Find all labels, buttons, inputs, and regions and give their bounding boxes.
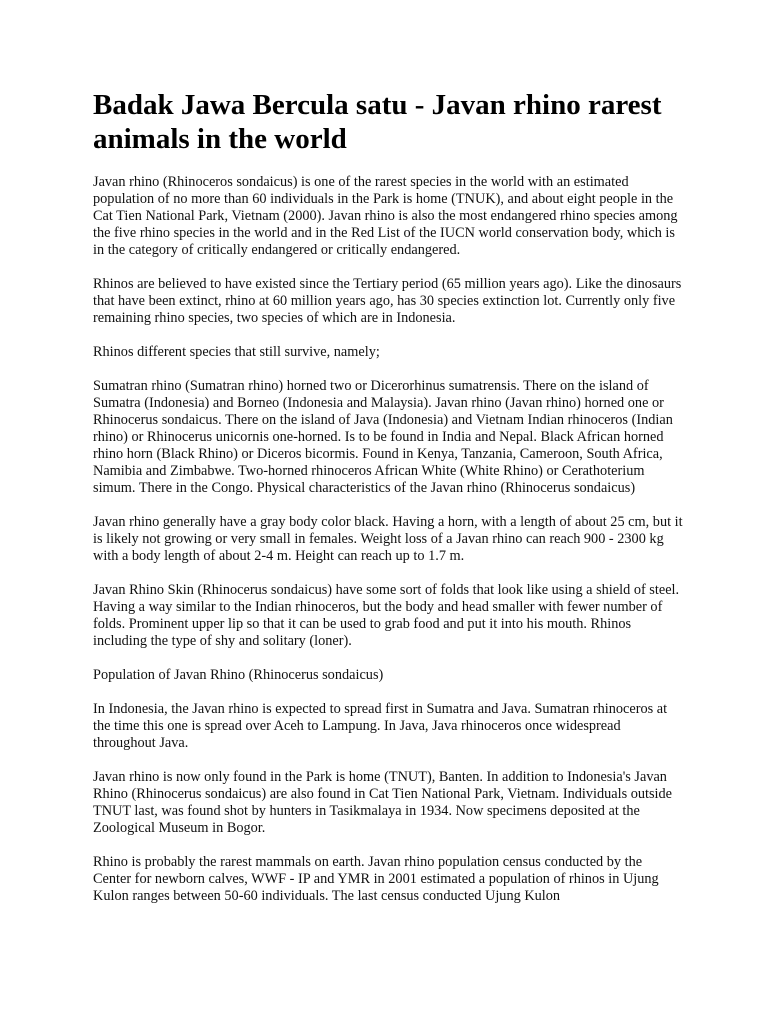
paragraph-history: Rhinos are believed to have existed since the Tertiary period (65 million years ago). Like the dinosaurs that have been extinct, rhino at 60 million years ago, has 30 species extinction lot. Currently only five remaining rhino species, two species of which are in Indonesia. (93, 276, 682, 326)
paragraph-census: Rhino is probably the rarest mammals on earth. Javan rhino population census conducted by the Center for newborn calves, WWF - IP and YMR in 2001 estimated a population of rhinos in Ujung Kulon ranges between 50-60 individuals. The last census conducted Ujung Kulon (93, 854, 659, 904)
paragraph-distribution: In Indonesia, the Javan rhino is expected to spread first in Sumatra and Java. Sumatran rhinoceros at the time this one is spread over Aceh to Lampung. In Java, Java rhinoceros once widespread throughout Java. (93, 701, 668, 751)
paragraph-species-list: Sumatran rhino (Sumatran rhino) horned two or Dicerorhinus sumatrensis. There on the island of Sumatra (Indonesia) and Borneo (Indonesia and Malaysia). Javan rhino (Javan rhino) horned one or Rhinocerus sondaicus. There on the island of Java (Indonesia) and Vietnam Indian rhinoceros (Indian rhino) or Rhinocerus unicornis one-horned. Is to be found in India and Nepal. Black African horned rhino horn (Black Rhino) or Diceros bicormis. Found in Kenya, Tanzania, Cameroon, South Africa, Namibia and Zimbabwe. Two-horned rhinoceros African White (White Rhino) or Cerathoterium simum. There in the Congo. Physical characteristics of the Javan rhino (Rhinocerus sondaicus) (93, 378, 673, 496)
paragraph-skin: Javan Rhino Skin (Rhinocerus sondaicus) have some sort of folds that look like using a shield of steel. Having a way similar to the Indian rhinoceros, but the body and head smaller with fewer number of folds. Prominent upper lip so that it can be used to grab food and put it into his mouth. Rhinos including the type of shy and solitary (loner). (93, 582, 680, 649)
document-page (93, 88, 683, 922)
paragraph-population-heading: Population of Javan Rhino (Rhinocerus sondaicus) (93, 667, 384, 683)
paragraph-current-range: Javan rhino is now only found in the Park is home (TNUT), Banten. In addition to Indonesia's Javan Rhino (Rhinocerus sondaicus) are also found in Cat Tien National Park, Vietnam. Individuals outside TNUT last, was found shot by hunters in Tasikmalaya in 1934. Now specimens deposited at the Zoological Museum in Bogor. (93, 769, 673, 836)
document-title: Badak Jawa Bercula satu - Javan rhino rarest animals in the world (93, 89, 662, 155)
paragraph-body-color: Javan rhino generally have a gray body color black. Having a horn, with a length of about 25 cm, but it is likely not growing or very small in females. Weight loss of a Javan rhino can reach 900 - 2300 kg with a body length of about 2-4 m. Height can reach up to 1.7 m. (93, 514, 683, 564)
paragraph-intro: Javan rhino (Rhinoceros sondaicus) is one of the rarest species in the world with an estimated population of no more than 60 individuals in the Park is home (TNUK), and about eight people in the Cat Tien National Park, Vietnam (2000). Javan rhino is also the most endangered rhino species among the five rhino species in the world and in the Red List of the IUCN world conservation body, which is in the category of critically endangered or critically endangered. (93, 174, 678, 258)
paragraph-species-intro: Rhinos different species that still survive, namely; (93, 344, 380, 360)
